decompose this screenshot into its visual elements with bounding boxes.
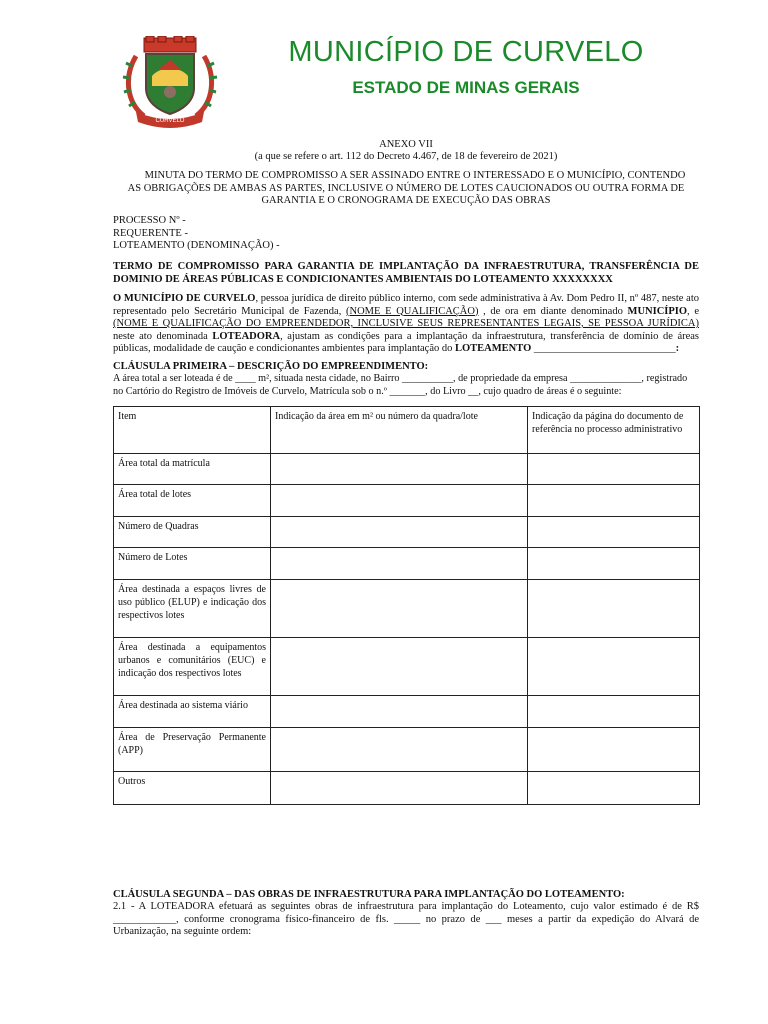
intro-bold-municipio: O MUNICÍPIO DE CURVELO xyxy=(113,293,256,304)
intro-bold-loteamento: LOTEAMENTO xyxy=(455,343,532,354)
row-label: Área destinada a espaços livres de uso público (ELUP) e indicação dos respectivos lotes xyxy=(114,580,271,638)
area-value-cell[interactable] xyxy=(271,454,528,485)
area-value-cell[interactable] xyxy=(271,548,528,580)
requerente-field: REQUERENTE - xyxy=(113,227,188,239)
minuta-line-3: GARANTIA E O CRONOGRAMA DE EXECUÇÃO DAS OBRAS xyxy=(261,195,551,206)
page-ref-cell[interactable] xyxy=(528,638,700,696)
clause1-title: CLÁUSULA PRIMEIRA – DESCRIÇÃO DO EMPREENDIMENTO: xyxy=(113,361,429,372)
table-header-area: Indicação da área em m² ou número da quadra/lote xyxy=(271,407,528,454)
municipal-crest-icon xyxy=(122,36,218,128)
intro-text-1: , pessoa jurídica de direito público interno, com sede administrativa à Av. Dom Pedro II, nº 487, neste ato representado pelo Secretário Municipal de Fazenda, xyxy=(113,293,699,317)
table-header-row xyxy=(114,407,700,454)
intro-text-5: , ajustam as condições para a implantação da infraestrutura, transferência de domínio de áreas públicas, modalidade de caução e condicionantes ambientes para implantação do xyxy=(113,330,700,354)
intro-text-2: , de ora em diante denominado xyxy=(478,305,628,317)
minuta-heading xyxy=(113,170,699,208)
area-value-cell[interactable] xyxy=(271,696,528,728)
area-value-cell[interactable] xyxy=(271,580,528,638)
row-label: Área destinada a equipamentos urbanos e comunitários (EUC) e indicação dos respectivos lotes xyxy=(114,638,271,696)
page-ref-cell[interactable] xyxy=(528,517,700,548)
intro-text-3: , e xyxy=(687,305,699,317)
row-label: Área destinada ao sistema viário xyxy=(114,696,271,728)
intro-underline-2: (NOME E QUALIFICAÇÃO DO EMPREENDEDOR, INCLUSIVE SEUS REPRESENTANTES LEGAIS, SE PESSOA JURÍDICA) xyxy=(113,318,699,329)
intro-bold-colon: : xyxy=(675,343,680,354)
page-ref-cell[interactable] xyxy=(528,580,700,638)
table-row xyxy=(114,548,700,580)
table-row xyxy=(114,638,700,696)
area-table xyxy=(113,406,700,805)
processo-field: PROCESSO Nº - xyxy=(113,215,186,226)
row-label: Número de Quadras xyxy=(114,517,271,548)
table-row xyxy=(114,696,700,728)
page-ref-cell[interactable] xyxy=(528,728,700,772)
table-row xyxy=(114,517,700,548)
row-label: Número de Lotes xyxy=(114,548,271,580)
letterhead xyxy=(0,0,768,130)
intro-text-4: neste ato denominada xyxy=(113,330,213,342)
term-title: TERMO DE COMPROMISSO PARA GARANTIA DE IMPLANTAÇÃO DA INFRAESTRUTURA, TRANSFERÊNCIA DE DOMINIO DE ÁREAS PÚBLICAS E CONDICIONANTES AMBIENTAIS DO LOTEAMENTO XXXXXXXX xyxy=(113,261,699,285)
table-row xyxy=(114,772,700,805)
clause1-line-2: no Cartório do Registro de Imóveis de Curvelo, Matrícula sob o n.º _______, do Livro __, cujo quadro de áreas é o seguinte: xyxy=(113,385,622,397)
page-ref-cell[interactable] xyxy=(528,548,700,580)
annex-title: ANEXO VII xyxy=(379,139,433,150)
table-row xyxy=(114,580,700,638)
clause2-text: 2.1 - A LOTEADORA efetuará as seguintes obras de infraestrutura para implantação do Loteamento, cujo valor estimado é de R$ ____________, conforme cronograma físico-financeiro de fls. _____ no prazo de ___ meses a partir da expedição do Alvará de Urbanização, na seguinte ordem: xyxy=(113,901,699,937)
area-value-cell[interactable] xyxy=(271,517,528,548)
annex-reference: (a que se refere o art. 112 do Decreto 4.467, de 18 de fevereiro de 2021) xyxy=(254,151,558,162)
area-value-cell[interactable] xyxy=(271,728,528,772)
area-value-cell[interactable] xyxy=(271,772,528,805)
row-label: Área total de lotes xyxy=(114,485,271,517)
clause2-title: CLÁUSULA SEGUNDA – DAS OBRAS DE INFRAESTRUTURA PARA IMPLANTAÇÃO DO LOTEAMENTO: xyxy=(113,889,625,900)
crest-banner-text: CURVELO xyxy=(155,118,185,124)
intro-bold-municipio-short: MUNICÍPIO xyxy=(627,305,688,317)
clause1-line-1: A área total a ser loteada é de ____ m², situada nesta cidade, no Bairro __________, de propriedade da empresa ______________, registrado xyxy=(113,373,688,384)
area-value-cell[interactable] xyxy=(271,485,528,517)
row-label: Área total da matrícula xyxy=(114,454,271,485)
area-value-cell[interactable] xyxy=(271,638,528,696)
intro-text-6: ___________________________ xyxy=(531,343,676,354)
intro-underline-1: (NOME E QUALIFICAÇÃO) xyxy=(346,305,479,317)
loteamento-field: LOTEAMENTO (DENOMINAÇÃO) - xyxy=(113,240,280,251)
intro-bold-loteadora: LOTEADORA xyxy=(212,330,281,342)
minuta-line-1: MINUTA DO TERMO DE COMPROMISSO A SER ASSINADO ENTRE O INTERESSADO E O MUNICÍPIO, CONTENDO xyxy=(144,170,686,181)
page-ref-cell[interactable] xyxy=(528,485,700,517)
page-ref-cell[interactable] xyxy=(528,772,700,805)
table-row xyxy=(114,454,700,485)
table-header-item: Item xyxy=(114,407,271,454)
row-label: Outros xyxy=(114,772,271,805)
minuta-line-2: AS OBRIGAÇÕES DE AMBAS AS PARTES, INCLUSIVE O NÚMERO DE LOTES CAUCIONADOS OU OUTRA FORMA DE xyxy=(127,182,685,194)
table-row xyxy=(114,728,700,772)
page-ref-cell[interactable] xyxy=(528,454,700,485)
table-row xyxy=(114,485,700,517)
state-subtitle: ESTADO DE MINAS GERAIS xyxy=(352,78,580,97)
clause1-text xyxy=(113,373,699,398)
table-header-page: Indicação da página do documento de referência no processo administrativo xyxy=(528,407,700,454)
row-label: Área de Preservação Permanente (APP) xyxy=(114,728,271,772)
process-fields xyxy=(113,215,699,253)
intro-paragraph xyxy=(113,293,699,356)
page-ref-cell[interactable] xyxy=(528,696,700,728)
municipality-title: MUNICÍPIO DE CURVELO xyxy=(288,36,644,68)
